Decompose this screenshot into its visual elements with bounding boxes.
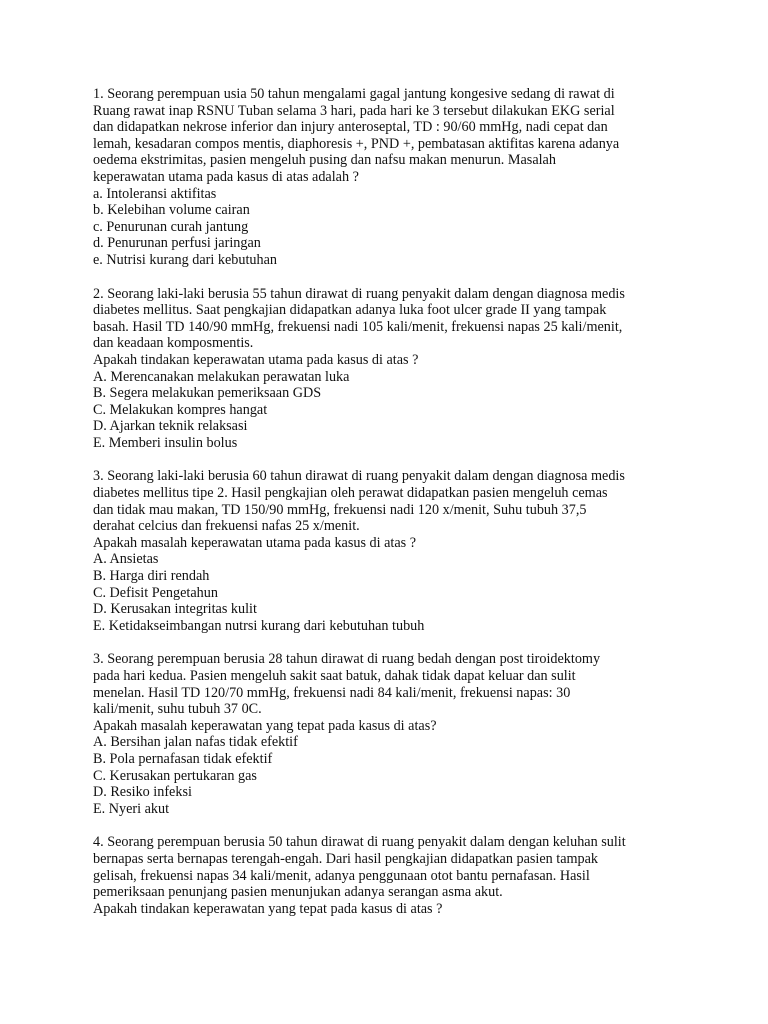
answer-option: b. Kelebihan volume cairan	[93, 202, 250, 219]
stem-line: kali/menit, suhu tubuh 37 0C.	[93, 701, 262, 718]
answer-option: E. Ketidakseimbangan nutrsi kurang dari kebutuhan tubuh	[93, 617, 425, 634]
question-prompt: Apakah tindakan keperawatan utama pada kasus di atas ?	[93, 351, 419, 368]
stem-line: Ruang rawat inap RSNU Tuban selama 3 hari, pada hari ke 3 tersebut dilakukan EKG serial	[93, 102, 615, 119]
answer-option: E. Nyeri akut	[93, 800, 170, 817]
stem-line: derahat celcius dan frekuensi nafas 25 x/menit.	[93, 518, 360, 535]
question-5-stem	[93, 834, 693, 917]
answer-option: D. Kerusakan integritas kulit	[93, 601, 257, 618]
answer-option: C. Melakukan kompres hangat	[93, 401, 268, 418]
answer-option: B. Segera melakukan pemeriksaan GDS	[93, 385, 322, 402]
answer-option: D. Ajarkan teknik relaksasi	[93, 418, 248, 435]
question-2-stem	[93, 286, 693, 369]
stem-line: oedema ekstrimitas, pasien mengeluh pusing dan nafsu makan menurun. Masalah	[93, 152, 556, 169]
stem-line: 1. Seorang perempuan usia 50 tahun mengalami gagal jantung kongesive sedang di rawat di	[93, 86, 615, 102]
stem-line: lemah, kesadaran compos mentis, diaphoresis +, PND +, pembatasan aktifitas karena adanya	[93, 135, 620, 152]
question-prompt: Apakah tindakan keperawatan yang tepat pada kasus di atas ?	[93, 900, 443, 917]
stem-line: diabetes mellitus. Saat pengkajian didapatkan adanya luka foot ulcer grade II yang tampak	[93, 302, 607, 319]
stem-line: diabetes mellitus tipe 2. Hasil pengkajian oleh perawat didapatkan pasien mengeluh cemas	[93, 485, 608, 502]
stem-line: dan tidak mau makan, TD 150/90 mmHg, frekuensi nadi 120 x/menit, Suhu tubuh 37,5	[93, 501, 587, 518]
answer-option: B. Pola pernafasan tidak efektif	[93, 750, 273, 767]
stem-line: dan didapatkan nekrose inferior dan injury anteroseptal, TD : 90/60 mmHg, nadi cepat dan	[93, 119, 608, 136]
stem-line: keperawatan utama pada kasus di atas adalah ?	[93, 168, 359, 185]
answer-option: B. Harga diri rendah	[93, 568, 210, 585]
stem-line: bernapas serta bernapas terengah-engah. Dari hasil pengkajian didapatkan pasien tampak	[93, 850, 599, 867]
question-1	[93, 86, 693, 269]
stem-line: gelisah, frekuensi napas 34 kali/menit, adanya penggunaan otot bantu pernafasan. Hasil	[93, 867, 590, 884]
question-3	[93, 468, 693, 634]
stem-line: pemeriksaan penunjang pasien menunjukan adanya serangan asma akut.	[93, 884, 503, 901]
question-prompt: Apakah masalah keperawatan yang tepat pada kasus di atas?	[93, 717, 437, 734]
question-4-stem	[93, 651, 693, 734]
stem-line: 4. Seorang perempuan berusia 50 tahun dirawat di ruang penyakit dalam dengan keluhan sulit	[93, 834, 626, 851]
question-4-options	[93, 734, 693, 817]
document-page	[93, 86, 693, 934]
answer-option: d. Penurunan perfusi jaringan	[93, 235, 261, 252]
stem-line: 2. Seorang laki-laki berusia 55 tahun dirawat di ruang penyakit dalam dengan diagnosa medis	[93, 285, 625, 302]
question-3-options	[93, 551, 693, 634]
question-3-stem	[93, 468, 693, 551]
question-2-options	[93, 369, 693, 452]
answer-option: c. Penurunan curah jantung	[93, 218, 249, 235]
question-1-stem	[93, 86, 693, 186]
stem-line: pada hari kedua. Pasien mengeluh sakit saat batuk, dahak tidak dapat keluar dan sulit	[93, 668, 576, 684]
answer-option: E. Memberi insulin bolus	[93, 434, 238, 451]
question-prompt: Apakah masalah keperawatan utama pada kasus di atas ?	[93, 534, 417, 551]
stem-line: dan keadaan komposmentis.	[93, 335, 254, 352]
stem-line: 3. Seorang perempuan berusia 28 tahun dirawat di ruang bedah dengan post tiroidektomy	[93, 651, 601, 668]
stem-line: menelan. Hasil TD 120/70 mmHg, frekuensi nadi 84 kali/menit, frekuensi napas: 30	[93, 684, 571, 701]
answer-option: C. Kerusakan pertukaran gas	[93, 767, 257, 784]
question-2	[93, 286, 693, 452]
question-5	[93, 834, 693, 917]
stem-line: basah. Hasil TD 140/90 mmHg, frekuensi nadi 105 kali/menit, frekuensi napas 25 kali/menit,	[93, 318, 623, 335]
answer-option: e. Nutrisi kurang dari kebutuhan	[93, 251, 277, 268]
stem-line: 3. Seorang laki-laki berusia 60 tahun dirawat di ruang penyakit dalam dengan diagnosa medis	[93, 468, 625, 485]
answer-option: A. Merencanakan melakukan perawatan luka	[93, 368, 350, 385]
answer-option: a. Intoleransi aktifitas	[93, 185, 217, 202]
answer-option: A. Ansietas	[93, 551, 159, 568]
question-4	[93, 651, 693, 817]
question-1-options	[93, 186, 693, 269]
answer-option: A. Bersihan jalan nafas tidak efektif	[93, 734, 298, 751]
answer-option: C. Defisit Pengetahun	[93, 584, 218, 601]
answer-option: D. Resiko infeksi	[93, 784, 192, 801]
